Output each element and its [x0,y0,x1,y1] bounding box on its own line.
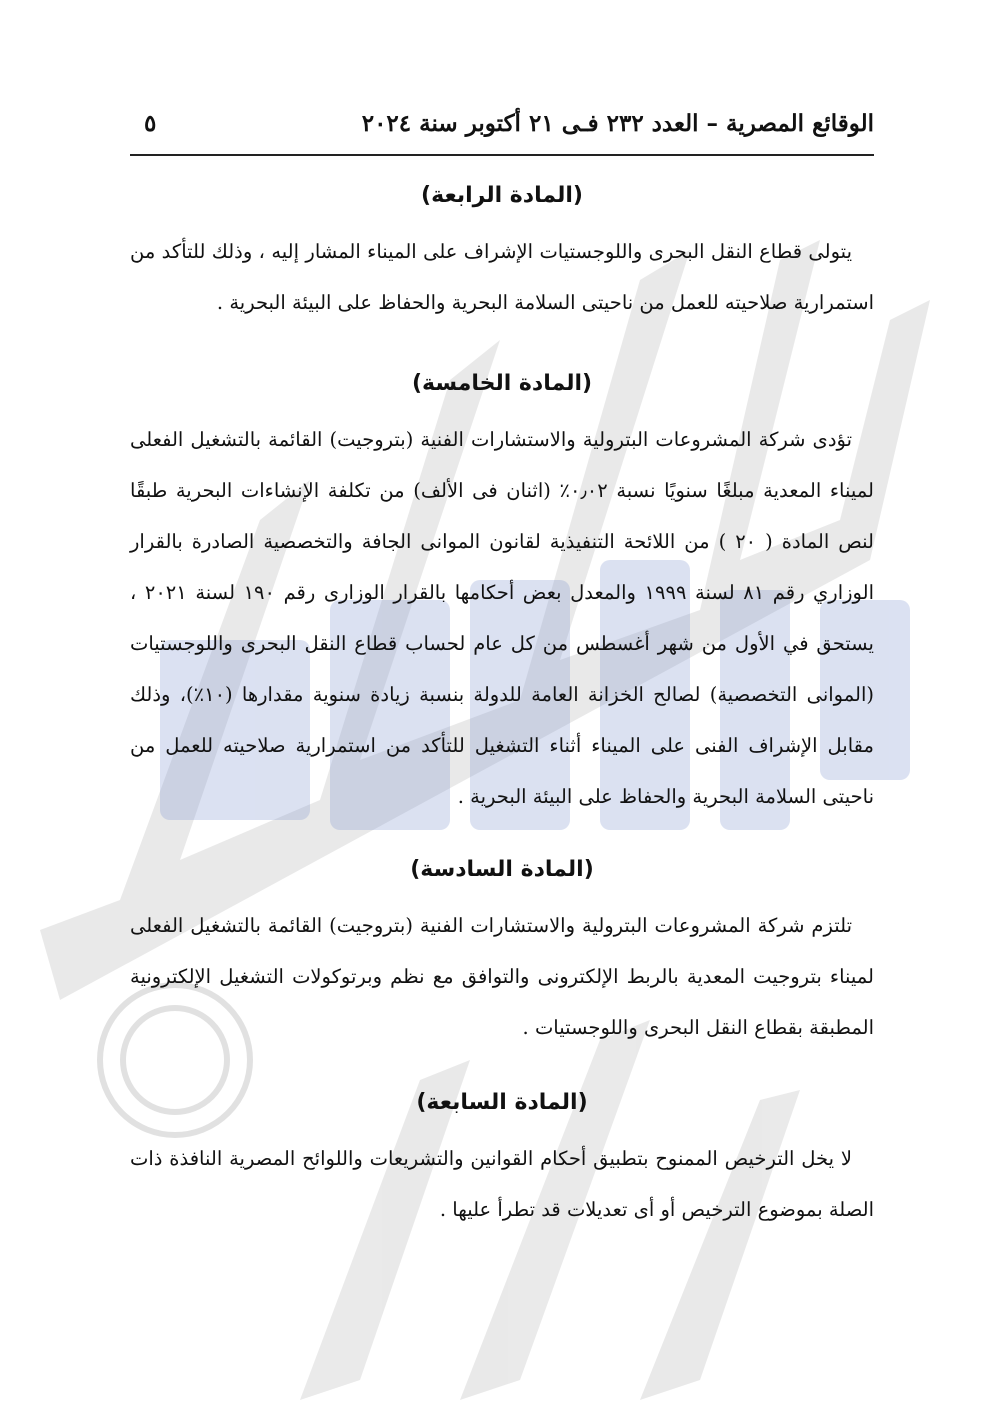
article-text: لا يخل الترخيص الممنوح بتطبيق أحكام القوانين والتشريعات واللوائح المصرية النافذة ذات الصلة بموضوع الترخيص أو أى تعديلات قد تطرأ عليها . [130,1147,874,1221]
article-7 [130,1083,874,1235]
article-title: (المادة السابعة) [416,1090,588,1115]
gazette-header [130,110,874,156]
article-title: (المادة السادسة) [410,857,594,882]
article-text: تؤدى شركة المشروعات البترولية والاستشارات الفنية (بتروجيت) القائمة بالتشغيل الفعلى لميناء المعدية مبلغًا سنويًا نسبة ٠٫٠٢٪ (اثنان فى الألف) من تكلفة الإنشاءات البحرية طبقًا لنص المادة ( ٢٠ ) من اللائحة التنفيذية لقانون الموانى الجافة والتخصصية الصادرة بالقرار الوزاري رقم ٨١ لسنة ١٩٩٩ والمعدل بعض أحكامها بالقرار الوزارى رقم ١٩٠ لسنة ٢٠٢١ ، يستحق في الأول من شهر أغسطس من كل عام لحساب قطاع النقل البحرى واللوجستيات (الموانى التخصصية) لصالح الخزانة العامة للدولة بنسبة زيادة سنوية مقدارها (١٠٪)، وذلك مقابل الإشراف الفنى على الميناء أثناء التشغيل للتأكد من استمرارية صلاحيته للعمل من ناحيتى السلامة البحرية والحفاظ على البيئة البحرية . [130,428,874,808]
page-number: ٥ [144,110,157,137]
article-text: يتولى قطاع النقل البحرى واللوجستيات الإشراف على الميناء المشار إليه ، وذلك للتأكد من استمرارية صلاحيته للعمل من ناحيتى السلامة البحرية والحفاظ على البيئة البحرية . [130,240,874,314]
article-title: (المادة الخامسة) [411,371,593,396]
article-5 [130,364,874,822]
article-4 [130,176,874,328]
gazette-issue-title: الوقائع المصرية – العدد ٢٣٢ فـى ٢١ أكتوبر سنة ٢٠٢٤ [361,110,874,137]
article-text: تلتزم شركة المشروعات البترولية والاستشارات الفنية (بتروجيت) القائمة بالتشغيل الفعلى لميناء بتروجيت المعدية بالربط الإلكترونى والتوافق مع نظم وبرتوكولات التشغيل الإلكترونية المطبقة بقطاع النقل البحرى واللوجستيات . [130,914,874,1039]
article-title: (المادة الرابعة) [421,183,583,208]
article-6 [130,850,874,1053]
document-page [130,110,874,1235]
